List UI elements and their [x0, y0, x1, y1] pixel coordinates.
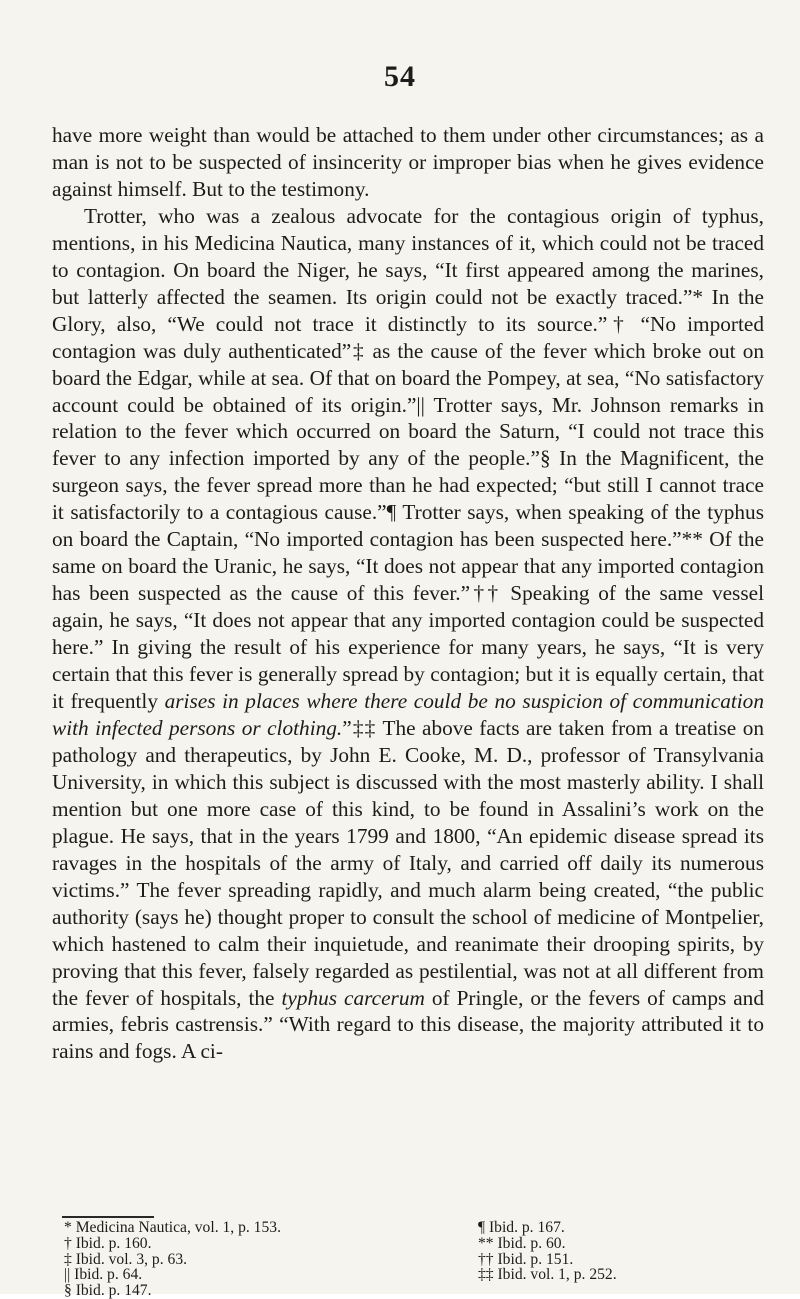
paragraph-2-text-start: Trotter, who was a zealous advocate for the contagious origin of typhus, mentions, in his Medicina Nautica, many instances of it, which could not be traced to contagion. On board the Niger, he says, “It first appeared among the marines, but latterly affected the seamen. Its origin could not be exactly traced.”* In the Glory, also, “We could not trace it distinctly to its source.”† “No imported contagion was duly authenticated”‡ as the cause of the fever which broke out on board the Edgar, while at sea. Of that on board the Pompey, at sea, “No satisfactory account could be obtained of its origin.”|| Trotter says, Mr. Johnson remarks in relation to the fever which occurred on board the Saturn, “I could not trace this fever to any infection imported by any of the people.”§ In the Magnificent, the surgeon says, the fever spread more than he had expected; “but still I cannot trace it satisfactorily to a contagious cause.”¶ Trotter says, when speaking of the typhus on board the Captain, “No imported contagion has been suspected here.”** Of the same on board the Uranic, he says, “It does not appear that any imported contagion has been suspected as the cause of this fever.”†† Speaking of the same vessel again, he says, “It does not appear that any imported contagion could be suspected here.” In giving the result of his experience for many years, he says, “It is very certain that this fever is generally spread by contagion; but it is equally certain, that it frequently: [52, 203, 764, 714]
footnotes-right-column: [478, 1220, 778, 1283]
paragraph-2-italic-term: typhus carcerum: [281, 985, 425, 1010]
footnote: ‡‡ Ibid. vol. 1, p. 252.: [478, 1266, 617, 1284]
paragraph-2-italic-quote: arises in places where there could be no suspicion of communication with infected persons or clothing.: [52, 689, 764, 740]
footnotes-left-column: [64, 1220, 394, 1299]
paragraph-2-text-end: of Pringle, or the fevers of camps and armies, febris castrensis.” “With regard to this disease, the majority attributed it to rains and fogs. A ci-: [52, 985, 764, 1064]
footnote: § Ibid. p. 147.: [64, 1282, 152, 1299]
footnote: †† Ibid. p. 151.: [478, 1250, 574, 1268]
footnote: * Medicina Nautica, vol. 1, p. 153.: [64, 1219, 281, 1236]
paragraph-1-text: have more weight than would be attached to them under other circumstances; as a man is not to be suspected of insincerity or improper bias when he gives evidence against himself. But to the testimony.: [52, 123, 764, 201]
paragraph-2-text-middle: ”‡‡ The above facts are taken from a treatise on pathology and therapeutics, by John E. Cooke, M. D., professor of Transylvania University, in which this subject is discussed with the most masterly ability. I shall mention but one more case of this kind, to be found in Assalini’s work on the plague. He says, that in the years 1799 and 1800, “An epidemic disease spread its ravages in the hospitals of the army of Italy, and carried off daily its numerous victims.” The fever spreading rapidly, and much alarm being created, “the public authority (says he) thought proper to consult the school of medicine of Montpelier, which hastened to calm their inquietude, and reanimate their drooping spirits, by proving that this fever, falsely regarded as pestilential, was not at all different from the fever of hospitals, the: [52, 715, 764, 1010]
footnote: || Ibid. p. 64.: [64, 1266, 143, 1284]
paragraph-1: [52, 122, 764, 203]
page-number: 54: [384, 60, 416, 93]
footnote: ** Ibid. p. 60.: [478, 1234, 566, 1252]
footnote: ¶ Ibid. p. 167.: [478, 1219, 565, 1236]
paragraph-2: [52, 203, 764, 1066]
body-text: [52, 122, 764, 1065]
footnote-divider: [62, 1216, 154, 1218]
footnote: † Ibid. p. 160.: [64, 1234, 152, 1252]
footnote: ‡ Ibid. vol. 3, p. 63.: [64, 1250, 188, 1268]
